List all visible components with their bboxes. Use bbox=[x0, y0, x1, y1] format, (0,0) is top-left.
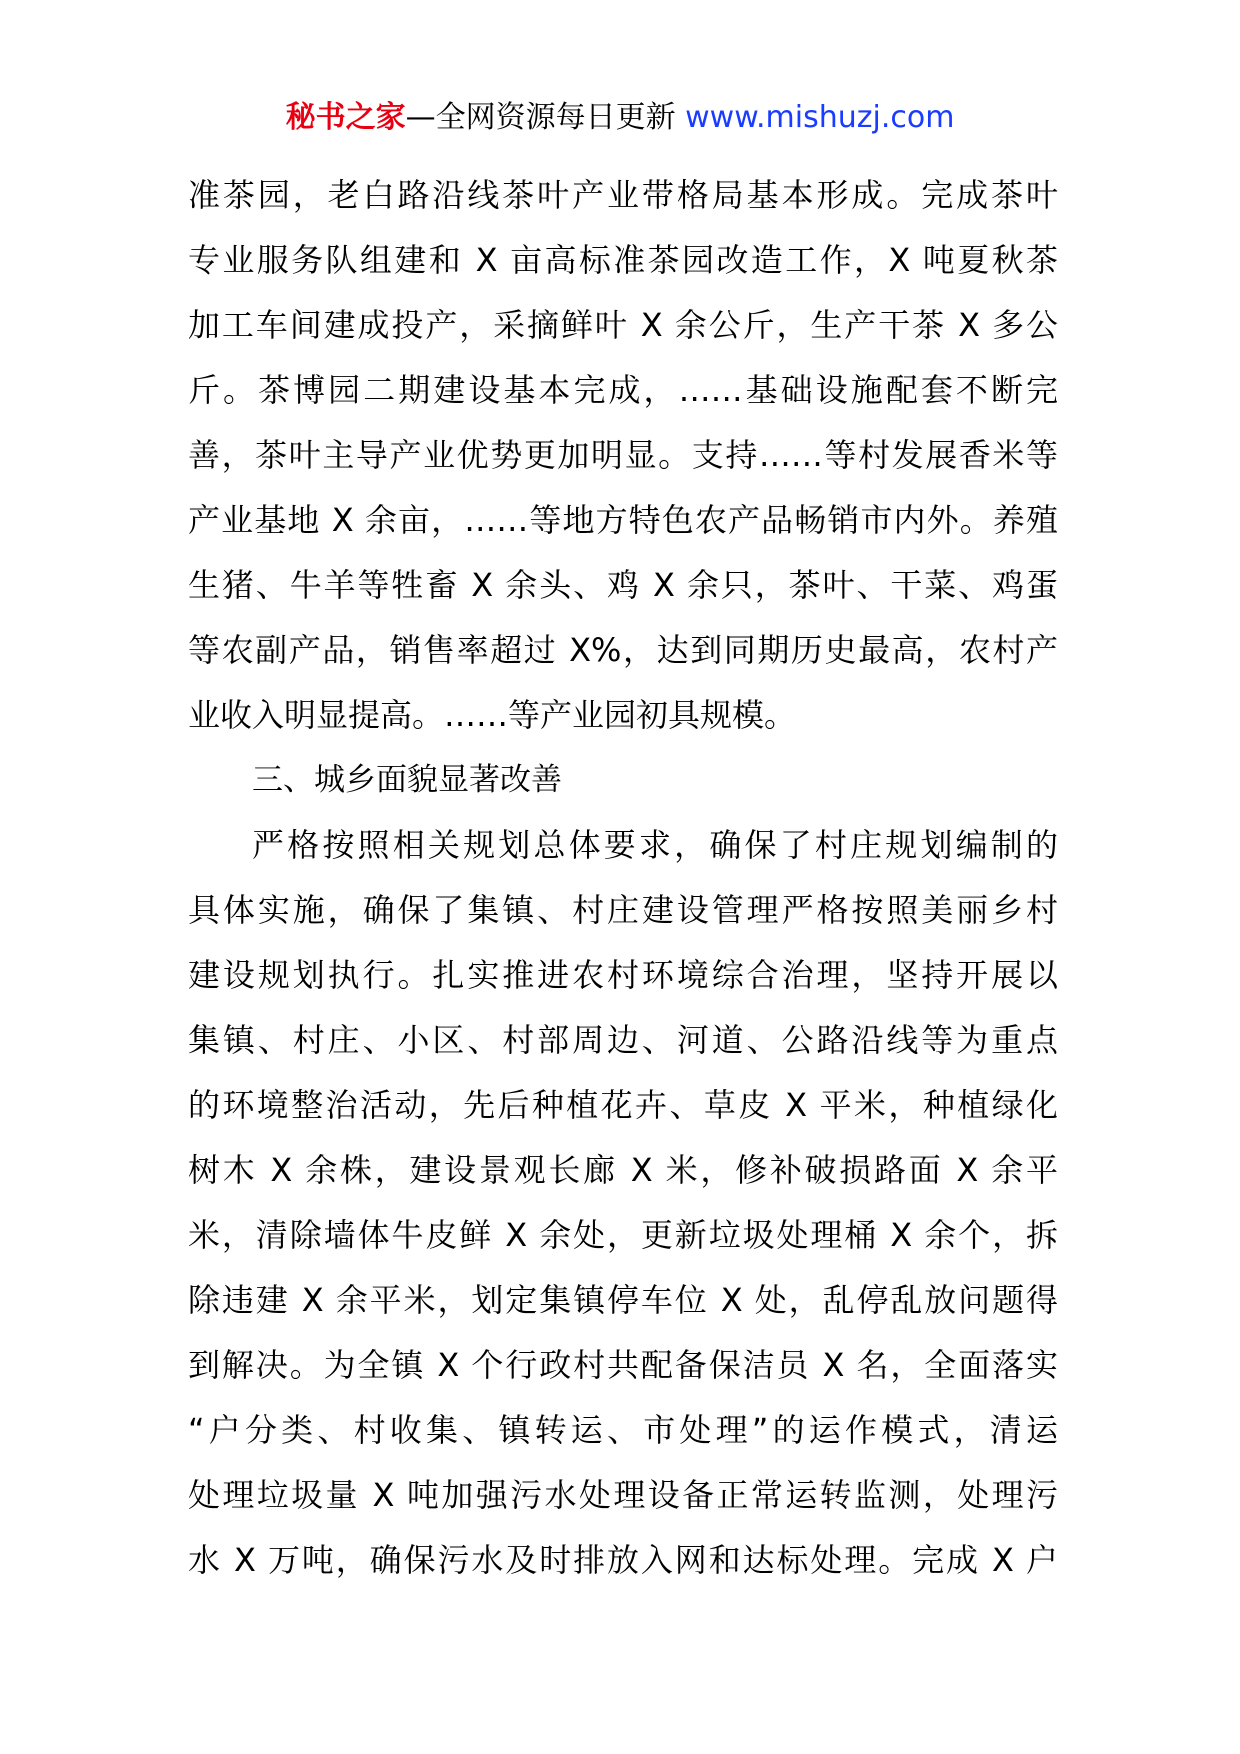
text-line: 严格按照相关规划总体要求，确保了村庄规划编制的 bbox=[252, 826, 1058, 864]
site-url-link[interactable]: www.mishuzj.com bbox=[685, 100, 955, 135]
text-line: 集镇、村庄、小区、村部周边、河道、公路沿线等为重点 bbox=[188, 1021, 1058, 1059]
text-line: 的环境整治活动，先后种植花卉、草皮 X 平米，种植绿化 bbox=[188, 1086, 1058, 1124]
text-line: 加工车间建成投产，采摘鲜叶 X 余公斤，生产干茶 X 多公 bbox=[188, 306, 1058, 344]
text-line: 生猪、牛羊等牲畜 X 余头、鸡 X 余只，茶叶、干菜、鸡蛋 bbox=[188, 566, 1058, 604]
text-line: 斤。茶博园二期建设基本完成，……基础设施配套不断完 bbox=[188, 371, 1058, 409]
text-line: 水 X 万吨，确保污水及时排放入网和达标处理。完成 X 户 bbox=[188, 1541, 1058, 1579]
header-tagline: —全网资源每日更新 bbox=[405, 100, 676, 135]
text-line: 准茶园，老白路沿线茶叶产业带格局基本形成。完成茶叶 bbox=[188, 176, 1058, 214]
text-line: 专业服务队组建和 X 亩高标准茶园改造工作，X 吨夏秋茶 bbox=[188, 241, 1058, 279]
text-line: 具体实施，确保了集镇、村庄建设管理严格按照美丽乡村 bbox=[188, 891, 1058, 929]
text-line: “户分类、村收集、镇转运、市处理”的运作模式，清运 bbox=[188, 1411, 1058, 1449]
text-line: 产业基地 X 余亩，……等地方特色农产品畅销市内外。养殖 bbox=[188, 501, 1058, 539]
text-line: 处理垃圾量 X 吨加强污水处理设备正常运转监测，处理污 bbox=[188, 1476, 1058, 1514]
brand-name: 秘书之家 bbox=[285, 100, 406, 135]
site-header bbox=[0, 98, 1240, 138]
text-line: 树木 X 余株，建设景观长廊 X 米，修补破损路面 X 余平 bbox=[188, 1151, 1058, 1189]
section-heading: 三、城乡面貌显著改善 bbox=[252, 762, 562, 798]
text-line: 到解决。为全镇 X 个行政村共配备保洁员 X 名，全面落实 bbox=[188, 1346, 1058, 1384]
text-line: 等农副产品，销售率超过 X%，达到同期历史最高，农村产 bbox=[188, 631, 1058, 669]
text-line: 建设规划执行。扎实推进农村环境综合治理，坚持开展以 bbox=[188, 956, 1058, 994]
text-line: 米，清除墙体牛皮鲜 X 余处，更新垃圾处理桶 X 余个，拆 bbox=[188, 1216, 1058, 1254]
text-line: 除违建 X 余平米，划定集镇停车位 X 处，乱停乱放问题得 bbox=[188, 1281, 1058, 1319]
text-line: 业收入明显提高。……等产业园初具规模。 bbox=[188, 696, 797, 734]
document-body bbox=[188, 163, 1058, 1593]
text-line: 善，茶叶主导产业优势更加明显。支持……等村发展香米等 bbox=[188, 436, 1058, 474]
